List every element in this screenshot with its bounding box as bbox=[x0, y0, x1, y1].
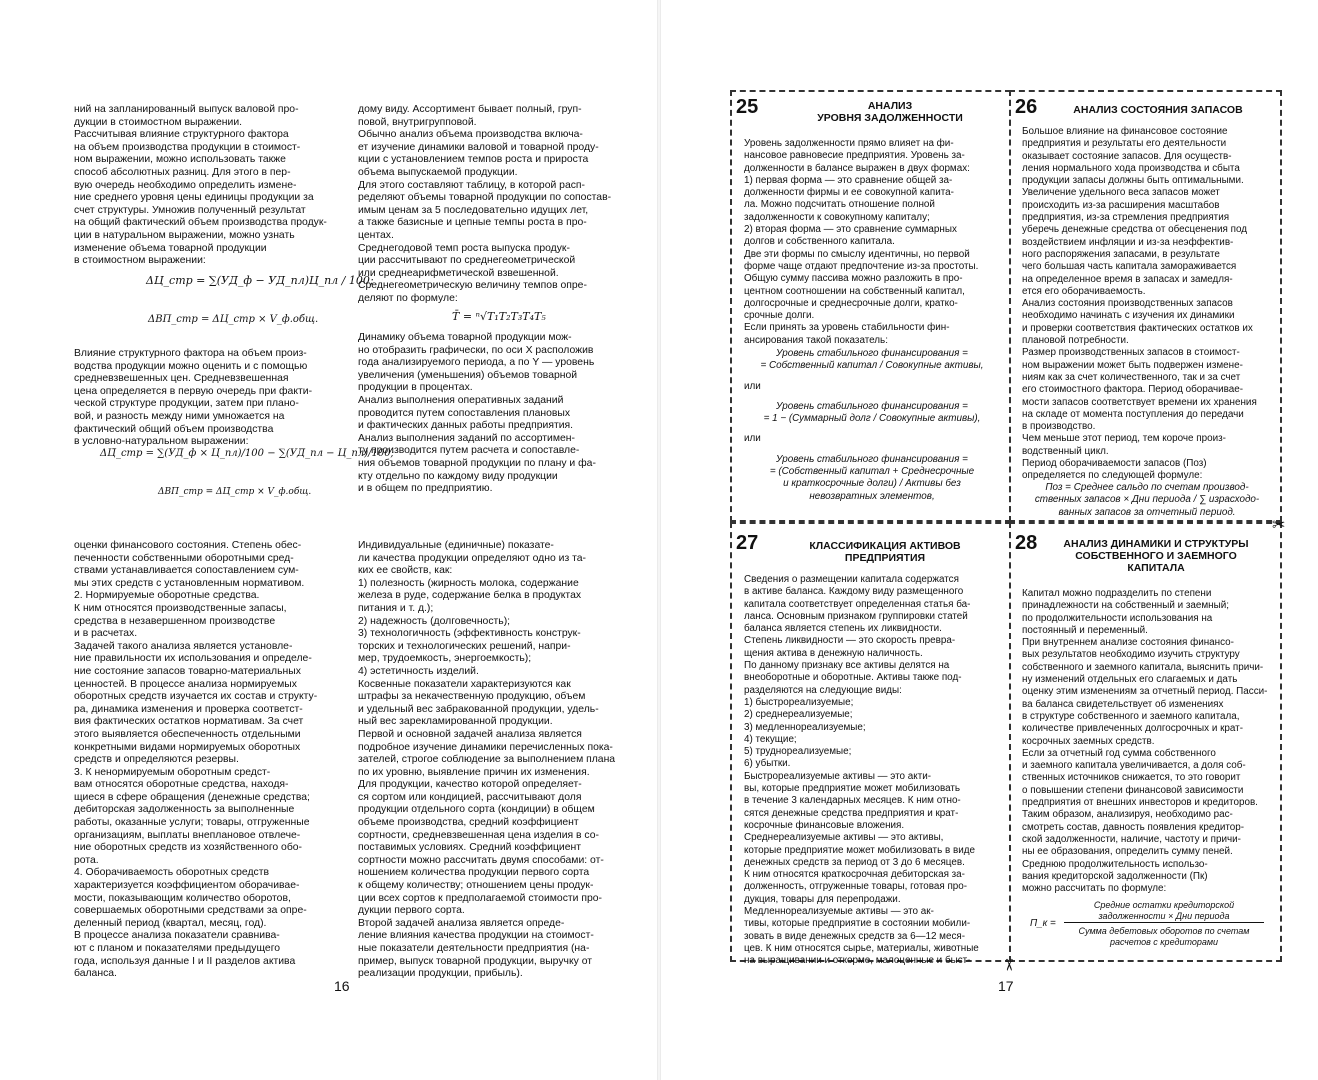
text-line: проводится путем сопоставления плановых bbox=[358, 407, 571, 419]
text-line: долгосрочные и среднесрочные долги, кратко- bbox=[744, 297, 958, 309]
text-line: Если принять за уровень стабильности фин- bbox=[744, 322, 950, 334]
text-line: совершаемых оборотными средствами за опре- bbox=[74, 905, 307, 917]
text-line: предприятия и результаты его деятельности bbox=[1022, 138, 1227, 150]
text-line: оборотных средств изучается их состав и структу- bbox=[74, 691, 318, 703]
card-28-body bbox=[1022, 588, 1272, 895]
text-line: Влияние структурного фактора на объем произ- bbox=[74, 348, 307, 359]
text-line: 4) эстетичность изделий. bbox=[358, 665, 479, 677]
text-line: форме чаще отдают предпочтение из-за простоты. bbox=[744, 260, 979, 272]
text-line: Рассчитывая влияние структурного фактора bbox=[74, 129, 289, 141]
text-line: зовать в виде денежных средств за 6—12 меся- bbox=[744, 930, 966, 942]
text-line: продукции в процентах. bbox=[358, 382, 473, 394]
text-line: Динамику объема товарной продукции мож- bbox=[358, 332, 572, 343]
text-line: дебиторская задолженность за выполненные bbox=[74, 804, 295, 816]
text-line: капитала соответствует определенная статья ба- bbox=[744, 598, 971, 610]
text-line: средства в незавершенном производстве bbox=[74, 615, 276, 627]
text-line: по продолжительности использования на bbox=[1022, 612, 1213, 624]
text-line: подробное изучение динамики перечисленных пока- bbox=[358, 741, 613, 753]
text-line: ции рассчитывают по среднегеометрической bbox=[358, 255, 576, 267]
text-line: в течение 3 календарных месяцев. К ним отно- bbox=[744, 795, 961, 807]
card-27-number: 27 bbox=[736, 532, 759, 554]
text-line: объеме производства, средний коэффициент bbox=[358, 817, 579, 829]
left-top-col2 bbox=[358, 104, 620, 306]
text-line: ва баланса свидетельствует об изменениях bbox=[1022, 698, 1224, 710]
text-line: ту производится путем расчета и сопоставле- bbox=[358, 445, 580, 457]
card-26-number: 26 bbox=[1015, 96, 1038, 118]
text-line: центном соотношении на собственный капитал, bbox=[744, 285, 965, 297]
text-line: Индивидуальные (единичные) показате- bbox=[358, 540, 554, 551]
text-line: уберечь денежные средства от обесценения под bbox=[1022, 224, 1247, 236]
text-line: При внутреннем анализе состояния финансо- bbox=[1022, 637, 1234, 649]
text-line: 2. Нормируемые оборотные средства. bbox=[74, 590, 260, 602]
text-line: ансирования такой показатель: bbox=[744, 334, 888, 346]
card-25-body bbox=[744, 138, 1000, 347]
text-line: Среднереализуемые активы — это активы, bbox=[744, 832, 944, 844]
text-line: Уровень задолженности прямо влияет на фи- bbox=[744, 138, 954, 149]
text-line: ется его оборачиваемость. bbox=[1022, 285, 1146, 297]
text-line: водства продукции можно оценить и с помощью bbox=[74, 360, 308, 372]
text-line: Анализ выполнения оперативных заданий bbox=[358, 394, 564, 406]
text-line: ствами устанавливается сопоставлением сум- bbox=[74, 565, 299, 577]
text-line: чего большая часть капитала замораживается bbox=[1022, 261, 1237, 273]
text-line: вы, которые предприятие может мобилизовать bbox=[744, 783, 961, 795]
text-line: ние среднего уровня цены единицы продукции за bbox=[74, 192, 314, 204]
text-line: торских и технологических решений, напри- bbox=[358, 640, 571, 652]
text-line: кту отдельно по каждому виду продукции bbox=[358, 470, 558, 482]
text-line: происходить из-за расширения масштабов bbox=[1022, 199, 1220, 211]
text-line: баланса. bbox=[74, 968, 117, 980]
text-line: которые предприятие может мобилизовать в виде bbox=[744, 844, 975, 856]
text-line: рота. bbox=[74, 854, 99, 866]
text-line: ют с планом и показателями предыдущего bbox=[74, 943, 281, 954]
text-line: мости запасов соответствует времени их хранения bbox=[1022, 396, 1257, 408]
left-mid-col1 bbox=[74, 348, 336, 449]
text-line: долженности фирмы и ее совокупной капита- bbox=[744, 187, 954, 199]
text-line: в стоимостном выражении: bbox=[74, 255, 206, 267]
text-line: ких ее свойств, как: bbox=[358, 565, 453, 577]
text-line: сортности можно рассчитать двумя способами: от- bbox=[358, 854, 604, 866]
text-line: тивы, которые предприятие в состоянии мобили- bbox=[744, 918, 971, 930]
text-line: Для этого составляют таблицу, в которой расп- bbox=[358, 179, 586, 191]
text-line: принадлежности на собственный и заемный; bbox=[1022, 600, 1229, 612]
text-line: Увеличение удельного веса запасов может bbox=[1022, 187, 1220, 199]
card-27-body bbox=[744, 574, 1000, 968]
text-line: Для продукции, качество которой определяет- bbox=[358, 779, 582, 791]
text-line: вания кредиторской задолженности (Пк) bbox=[1022, 870, 1208, 882]
text-line: способ абсолютных разниц. Для этого в пер- bbox=[74, 166, 291, 178]
text-line: ления нормального хода производства и сбыта bbox=[1022, 162, 1240, 174]
left-bottom-col2 bbox=[358, 540, 620, 981]
text-line: долгов и собственного капитала. bbox=[744, 236, 895, 248]
text-line: кции с установлением темпов роста и прироста bbox=[358, 154, 589, 166]
text-line: разделяются на следующие виды: bbox=[744, 684, 902, 696]
text-line: постоянный и переменный. bbox=[1022, 624, 1148, 636]
text-line: плановой потребности. bbox=[1022, 335, 1129, 347]
text-line: на выращивании и откорме, малоценные и быст- bbox=[744, 955, 971, 967]
text-line: Среднюю продолжительность использо- bbox=[1022, 858, 1208, 870]
text-line: центах. bbox=[358, 229, 394, 241]
text-line: Быстрореализуемые активы — это акти- bbox=[744, 770, 932, 782]
text-line: деленный период (квартал, месяц, год). bbox=[74, 917, 267, 929]
formula-weighted-vp: ΔВП_стр = ΔЦ̄_стр × V_ф.общ. bbox=[158, 487, 312, 497]
text-line: долженность, отгруженные товары, готовая про- bbox=[744, 881, 968, 893]
text-line: 3. К ненормируемым оборотным средст- bbox=[74, 766, 271, 778]
text-line: увеличения (уменьшения) объемов товарной bbox=[358, 369, 578, 381]
card-28-number: 28 bbox=[1015, 532, 1038, 554]
card-28-title: АНАЛИЗ ДИНАМИКИ И СТРУКТУРЫ СОБСТВЕННОГО И ЗАЕМНОГО КАПИТАЛА bbox=[1063, 538, 1249, 574]
text-line: сятся денежные средства предприятия и крат- bbox=[744, 807, 959, 819]
text-line: ции всех сортов к предполагаемой стоимости про- bbox=[358, 892, 602, 904]
text-line: вых результатов необходимо изучить структуру bbox=[1022, 649, 1240, 661]
text-line: Анализ выполнения заданий по ассортимен- bbox=[358, 432, 575, 444]
text-line: и в расчетах. bbox=[74, 628, 138, 640]
text-line: Степень ликвидности — это скорость превра- bbox=[744, 635, 956, 647]
text-line: деляют по формуле: bbox=[358, 292, 458, 304]
text-line: Среднегеометрическую величину темпов опре- bbox=[358, 280, 587, 292]
text-line: ли качества продукции определяют одно из та- bbox=[358, 552, 586, 564]
text-line: воздействием инфляции и из-за неэффектив- bbox=[1022, 236, 1234, 248]
text-line: водственный цикл. bbox=[1022, 445, 1109, 457]
text-line: цена определяется в первую очередь при факти- bbox=[74, 385, 313, 397]
text-line: ние правильности их использования и определе- bbox=[74, 653, 312, 665]
text-line: можно рассчитать по формуле: bbox=[1022, 883, 1167, 895]
text-line: железа в руде, содержание белка в продуктах bbox=[358, 590, 582, 602]
text-line: печенности собственными оборотными сред- bbox=[74, 552, 294, 564]
text-line: косрочных заемных средств. bbox=[1022, 735, 1155, 747]
text-line: ном выражении, можно использовать также bbox=[74, 154, 286, 166]
text-line: Косвенные показатели характеризуются как bbox=[358, 678, 571, 690]
text-line: щения актива в денежную наличность. bbox=[744, 647, 923, 659]
card-26-title: АНАЛИЗ СОСТОЯНИЯ ЗАПАСОВ bbox=[1073, 104, 1243, 116]
text-line: 4. Оборачиваемость оборотных средств bbox=[74, 867, 269, 879]
text-line: цев. К ним относятся сырье, материалы, животные bbox=[744, 942, 979, 954]
text-line: в структуре собственного и заемного капитала, bbox=[1022, 710, 1240, 722]
text-line: в активе баланса. Каждому виду размещенного bbox=[744, 586, 964, 598]
text-line: ственных источников снижается, то это говорит bbox=[1022, 772, 1241, 784]
text-line: продукции отдельного сорта (кондиции) в общем bbox=[358, 804, 595, 816]
text-line: или среднеарифметической взвешенной. bbox=[358, 267, 559, 279]
formula-weighted-price: ΔЦ̄_стр = ∑(УД_ф × Ц_пл)/100 − ∑(УД_пл − Ц_пл)/100; bbox=[100, 448, 394, 459]
text-line: Обычно анализ объема производства включа- bbox=[358, 129, 583, 141]
text-line: объема выпускаемой продукции. bbox=[358, 166, 518, 178]
text-line: 1) первая форма — это сравнение общей за- bbox=[744, 174, 953, 186]
text-line: реализации продукции, прибыль). bbox=[358, 968, 523, 980]
text-line: этого выявляется обеспеченность отдельными bbox=[74, 728, 301, 740]
text-line: ние оборотных средств из хозяйственного обо- bbox=[74, 842, 303, 854]
text-line: пример, выпуск товарной продукции, выручку от bbox=[358, 955, 593, 967]
text-line: ний на запланированный выпуск валовой про- bbox=[74, 104, 299, 115]
text-line: Таким образом, анализируя, необходимо рас- bbox=[1022, 809, 1233, 821]
text-line: ределяют объемы товарной продукции по сопостав- bbox=[358, 192, 612, 204]
text-line: ции в натуральном выражении, можно узнать bbox=[74, 229, 295, 241]
text-line: Чем меньше этот период, тем короче произ- bbox=[1022, 433, 1226, 445]
text-line: организациям, выплаты внеплановое отвлече- bbox=[74, 829, 301, 841]
text-line: года анализируемого периода, а по Y — уровень bbox=[358, 357, 595, 369]
card-26-formula: Поз = Среднее сальдо по счетам производ- ственных запасов × Дни периода / ∑ израсходо- ванных запасов за отчетный период. bbox=[1034, 482, 1260, 518]
card-25-formulas: Уровень стабильного финансирования = = Собственный капитал / Совокупные активы, или Уровень стабильного финансирования = = 1 − (Суммарный долг / Совокупные активы), или Уровень стабильного финансирования = = (Собственный капитал + Среднесрочные и краткосрочные долги) / Активы без невозвратных элементов, bbox=[744, 348, 984, 502]
text-line: дукции первого сорта. bbox=[358, 905, 465, 917]
text-line: задолженности к совокупному капиталу; bbox=[744, 211, 930, 223]
page-number-right: 17 bbox=[998, 978, 1014, 994]
card-25-number: 25 bbox=[736, 96, 759, 118]
text-line: зателей, строгое соблюдение за выполнением плана bbox=[358, 754, 616, 766]
text-line: на объем производства продукции в стоимост- bbox=[74, 141, 301, 153]
text-line: По данному признаку все активы делятся на bbox=[744, 660, 950, 672]
card-25-title: АНАЛИЗ УРОВНЯ ЗАДОЛЖЕННОСТИ bbox=[817, 100, 963, 124]
text-line: Общую сумму пассива можно разложить в про- bbox=[744, 273, 963, 285]
text-line: денежных средств за период от 3 до 6 месяцев. bbox=[744, 856, 965, 868]
text-line: его стоимостного фактора. Период оборачивае- bbox=[1022, 384, 1244, 396]
text-line: работы, оказанные услуги; товары, отгруженные bbox=[74, 817, 310, 829]
text-line: Первой и основной задачей анализа является bbox=[358, 728, 582, 740]
text-line: ла. Можно подсчитать отношение полной bbox=[744, 199, 935, 211]
text-line: 4) текущие; bbox=[744, 733, 797, 745]
text-line: о повышении степени финансовой зависимости bbox=[1022, 784, 1244, 796]
text-line: Медленнореализуемые активы — это ак- bbox=[744, 906, 934, 918]
text-line: 1) полезность (жирность молока, содержание bbox=[358, 577, 579, 589]
text-line: ные показатели деятельности предприятия (на- bbox=[358, 943, 590, 954]
text-line: года, используя данные I и II разделов актива bbox=[74, 955, 296, 967]
text-line: продукции запасы должны быть оптимальными. bbox=[1022, 175, 1244, 187]
card-26-body bbox=[1022, 126, 1272, 483]
text-line: К ним относятся краткосрочная дебиторская за- bbox=[744, 869, 965, 881]
text-line: ны ее образования, определить сумму пеней. bbox=[1022, 846, 1233, 858]
text-line: Капитал можно подразделить по степени bbox=[1022, 588, 1212, 599]
left-top-col2b bbox=[358, 332, 620, 496]
text-line: Задачей такого анализа является установле- bbox=[74, 640, 293, 652]
text-line: оценки финансового состояния. Степень обес- bbox=[74, 540, 302, 551]
text-line: средневзвешенных цен. Средневзвешенная bbox=[74, 373, 289, 385]
text-line: 2) среднереализуемые; bbox=[744, 709, 853, 721]
text-line: на складе от момента поступления до передачи bbox=[1022, 408, 1244, 420]
text-line: косрочные финансовые вложения. bbox=[744, 819, 905, 831]
formula-structural-price: ΔЦ_стр = ∑(УД_ф − УД_пл)Ц_пл / 100; bbox=[146, 274, 374, 287]
text-line: мости, показывающим количество оборотов, bbox=[74, 892, 291, 904]
text-line: ет изучение динамики валовой и товарной проду- bbox=[358, 141, 599, 153]
text-line: вия фактических остатков нормативам. За счет bbox=[74, 716, 304, 728]
text-line: питания и т. д.); bbox=[358, 602, 434, 614]
text-line: и в общем по предприятию. bbox=[358, 483, 493, 495]
text-line: дукции в стоимостном выражении. bbox=[74, 116, 243, 128]
text-line: вую очередь необходимо определить измене- bbox=[74, 179, 297, 191]
text-line: ческой структуре продукции, затем при плано- bbox=[74, 398, 299, 410]
text-line: Сведения о размещении капитала содержатся bbox=[744, 574, 959, 585]
text-line: Среднегодовой темп роста выпуска продук- bbox=[358, 242, 570, 254]
text-line: предприятия от внешних инвесторов и кредиторов. bbox=[1022, 797, 1258, 809]
text-line: 1) быстрореализуемые; bbox=[744, 696, 854, 708]
text-line: 5) труднореализуемые; bbox=[744, 746, 852, 758]
text-line: Размер производственных запасов в стоимост- bbox=[1022, 347, 1240, 359]
text-line: и фактических данных работы предприятия. bbox=[358, 420, 574, 432]
text-line: но отобразить графически, по оси X расположив bbox=[358, 344, 594, 356]
text-line: и проверки соответствия фактических остатков их bbox=[1022, 322, 1253, 334]
text-line: Второй задачей анализа является опреде- bbox=[358, 917, 565, 929]
text-line: сортности, средневзвешенная цена изделия в со- bbox=[358, 829, 599, 841]
text-line: баланса является степень их ликвидности. bbox=[744, 623, 942, 635]
text-line: ния объемов товарной продукции по плану и фа- bbox=[358, 457, 596, 469]
text-line: дому виду. Ассортимент бывает полный, груп- bbox=[358, 104, 582, 115]
text-line: повой, внутригрупповой. bbox=[358, 116, 477, 128]
text-line: счет структуры. Умножив полученный результат bbox=[74, 204, 306, 216]
text-line: необходимо начинать с изучения их динамики bbox=[1022, 310, 1235, 322]
text-line: Две эти формы по смыслу идентичны, но первой bbox=[744, 248, 970, 260]
text-line: ценностей. В процессе анализа нормируемых bbox=[74, 678, 297, 690]
text-line: дукция, товары для перепродажи. bbox=[744, 893, 901, 905]
text-line: конкретными видами нормируемых оборотных bbox=[74, 741, 301, 753]
text-line: долженности в балансе выражен в двух формах: bbox=[744, 162, 970, 174]
text-line: штрафы за некачественную продукцию, объем bbox=[358, 691, 586, 703]
text-line: ние состояние запасов товарно-материальных bbox=[74, 665, 301, 677]
text-line: ном выражении может быть подвержен измене- bbox=[1022, 359, 1243, 371]
text-line: 6) убытки. bbox=[744, 758, 791, 770]
card-27-title: КЛАССИФИКАЦИЯ АКТИВОВ ПРЕДПРИЯТИЯ bbox=[809, 540, 961, 564]
text-line: оказывает состояние запасов. Для осуществ- bbox=[1022, 150, 1232, 162]
text-line: определяется по следующей формуле: bbox=[1022, 470, 1203, 482]
text-line: ра, динамика изменения и проверка соответст- bbox=[74, 703, 303, 715]
text-line: фактический общий объем производства bbox=[74, 423, 274, 435]
text-line: по их уровню, выявление причин их изменения. bbox=[358, 766, 590, 778]
text-line: смотреть состав, давность появления кредитор- bbox=[1022, 821, 1245, 833]
text-line: а также базисные и цепные темпы роста в про- bbox=[358, 217, 587, 229]
text-line: срочные долги. bbox=[744, 310, 815, 322]
text-line: ниям как за счет количественного, так и за счет bbox=[1022, 371, 1241, 383]
text-line: на определенное время в запасах и замедля- bbox=[1022, 273, 1233, 285]
text-line: в производство. bbox=[1022, 421, 1096, 433]
text-line: мер, трудоемкость, энергоемкость); bbox=[358, 653, 532, 665]
text-line: ный вес зарекламированной продукции. bbox=[358, 716, 553, 728]
text-line: нансовое равновесие предприятия. Уровень за- bbox=[744, 150, 965, 162]
text-line: Анализ состояния производственных запасов bbox=[1022, 298, 1233, 310]
text-line: имым ценам за 5 последовательно идущих лет, bbox=[358, 204, 589, 216]
left-top-col1 bbox=[74, 104, 336, 268]
text-line: в условно-натуральном выражении: bbox=[74, 436, 249, 448]
scissors-icon: ✂ bbox=[999, 958, 1017, 972]
text-line: ного распоряжения запасами, в результате bbox=[1022, 248, 1220, 260]
page-number-left: 16 bbox=[334, 978, 350, 994]
text-line: Если за отчетный год сумма собственного bbox=[1022, 747, 1216, 759]
text-line: 2) вторая форма — это сравнение суммарных bbox=[744, 224, 957, 236]
text-line: ской задолженности, наличие, частоту и причи- bbox=[1022, 833, 1241, 845]
text-line: ление влияния качества продукции на стоимост- bbox=[358, 930, 594, 942]
text-line: 2) надежность (долговечность); bbox=[358, 615, 511, 627]
text-line: К ним относятся производственные запасы, bbox=[74, 602, 287, 614]
formula-growth-rate: T̄ = ⁿ√T₁T₂T₃T₄T₅ bbox=[452, 310, 546, 323]
text-line: к общему количеству; отношением цены продук- bbox=[358, 880, 594, 892]
text-line: Большое влияние на финансовое состояние bbox=[1022, 126, 1228, 137]
text-line: внеоборотные и оборотные. Активы также под- bbox=[744, 672, 962, 684]
text-line: и заемного капитала увеличивается, а доля соб- bbox=[1022, 760, 1246, 772]
text-line: собственного и заемного капитала, выяснить причи- bbox=[1022, 661, 1264, 673]
book-spine bbox=[657, 0, 661, 1080]
text-line: характеризуется коэффициентом оборачивае- bbox=[74, 880, 300, 892]
text-line: мы этих средств с установленным нормативом. bbox=[74, 577, 305, 589]
text-line: предприятия, из-за стремления предприятия bbox=[1022, 212, 1230, 224]
formula-structural-vp: ΔВП_стр = ΔЦ_стр × V_ф.общ. bbox=[148, 314, 319, 325]
text-line: щиеся в сфере обращения (денежные средства; bbox=[74, 791, 310, 803]
text-line: поставимых условиях. Средний коэффициент bbox=[358, 842, 581, 854]
text-line: на общий фактический объем производства продук- bbox=[74, 217, 327, 229]
text-line: В процессе анализа показатели сравнива- bbox=[74, 930, 280, 942]
left-bottom-col1 bbox=[74, 540, 336, 981]
text-line: 3) технологичность (эффективность конструк- bbox=[358, 628, 581, 640]
text-line: изменение объема товарной продукции bbox=[74, 242, 267, 254]
text-line: ношением количества продукции первого сорта bbox=[358, 867, 590, 879]
text-line: вой, и разность между ними умножается на bbox=[74, 410, 285, 422]
text-line: ну изменений отдельных его слагаемых и дать bbox=[1022, 674, 1238, 686]
text-line: количестве привлеченных долгосрочных и крат- bbox=[1022, 723, 1243, 735]
text-line: Период оборачиваемости запасов (Поз) bbox=[1022, 458, 1207, 470]
text-line: 3) медленнореализуемые; bbox=[744, 721, 866, 733]
text-line: и удельный вес забракованной продукции, удель- bbox=[358, 703, 599, 715]
scissors-icon: ✂ bbox=[1272, 517, 1286, 534]
text-line: вам относятся оборотные средства, находя- bbox=[74, 779, 289, 791]
text-line: ся сортом или кондицией, рассчитывают доля bbox=[358, 791, 582, 803]
text-line: оценку этим изменениям за отчетный период. Пасси- bbox=[1022, 686, 1268, 698]
text-line: ланса. Основным признаком группировки статей bbox=[744, 610, 968, 622]
text-line: средств и определяются резервы. bbox=[74, 754, 239, 766]
